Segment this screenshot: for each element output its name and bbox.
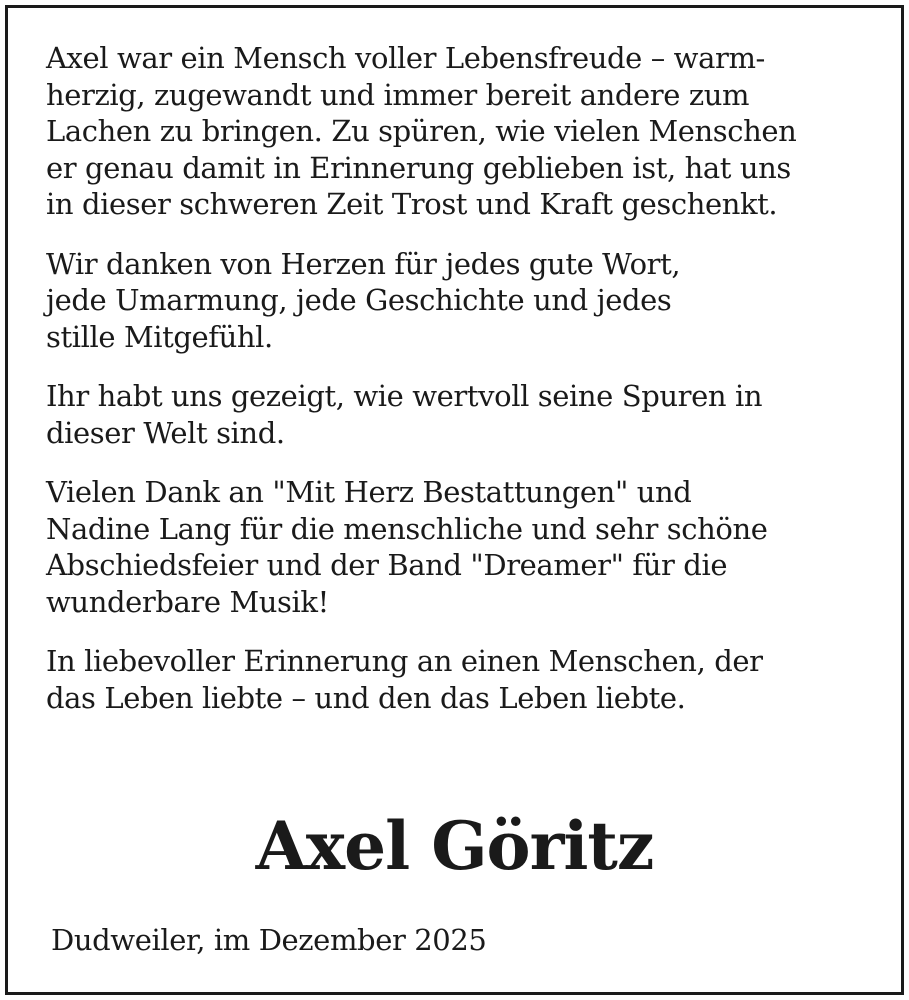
text-line: Wir danken von Herzen für jedes gute Wort, [46, 246, 681, 281]
text-line: Abschiedsfeier und der Band "Dreamer" für die [46, 548, 728, 582]
text-line: Lachen zu bringen. Zu spüren, wie vielen Menschen [46, 114, 797, 148]
text-line: Axel war ein Mensch voller Lebensfreude – warm- [46, 41, 765, 75]
text-line: wunderbare Musik! [46, 584, 329, 619]
text-line: stille Mitgefühl. [46, 319, 273, 354]
text-line: jede Umarmung, jede Geschichte und jedes [46, 283, 672, 317]
text-line: herzig, zugewandt und immer bereit andere zum [46, 77, 750, 112]
text-line: er genau damit in Erinnerung geblieben ist, hat uns [46, 150, 791, 185]
text-line: In liebevoller Erinnerung an einen Menschen, der [46, 644, 763, 678]
notice-body [46, 40, 866, 739]
text-line: Vielen Dank an "Mit Herz Bestattungen" und [46, 475, 692, 509]
text-line: dieser Welt sind. [46, 415, 285, 450]
paragraph-gratitude-intro [46, 40, 866, 223]
text-line: das Leben liebte – und den das Leben liebte. [46, 680, 686, 715]
paragraph-traces [46, 378, 866, 451]
paragraph-thanks [46, 246, 866, 356]
place-and-date: Dudweiler, im Dezember 2025 [51, 923, 487, 957]
text-line: Nadine Lang für die menschliche und sehr schöne [46, 511, 768, 546]
paragraph-acknowledgements [46, 474, 866, 620]
text-line: Ihr habt uns gezeigt, wie wertvoll seine Spuren in [46, 379, 763, 413]
paragraph-remembrance [46, 643, 866, 716]
deceased-name: Axel Göritz [255, 807, 654, 885]
text-line: in dieser schweren Zeit Trost und Kraft geschenkt. [46, 187, 778, 221]
